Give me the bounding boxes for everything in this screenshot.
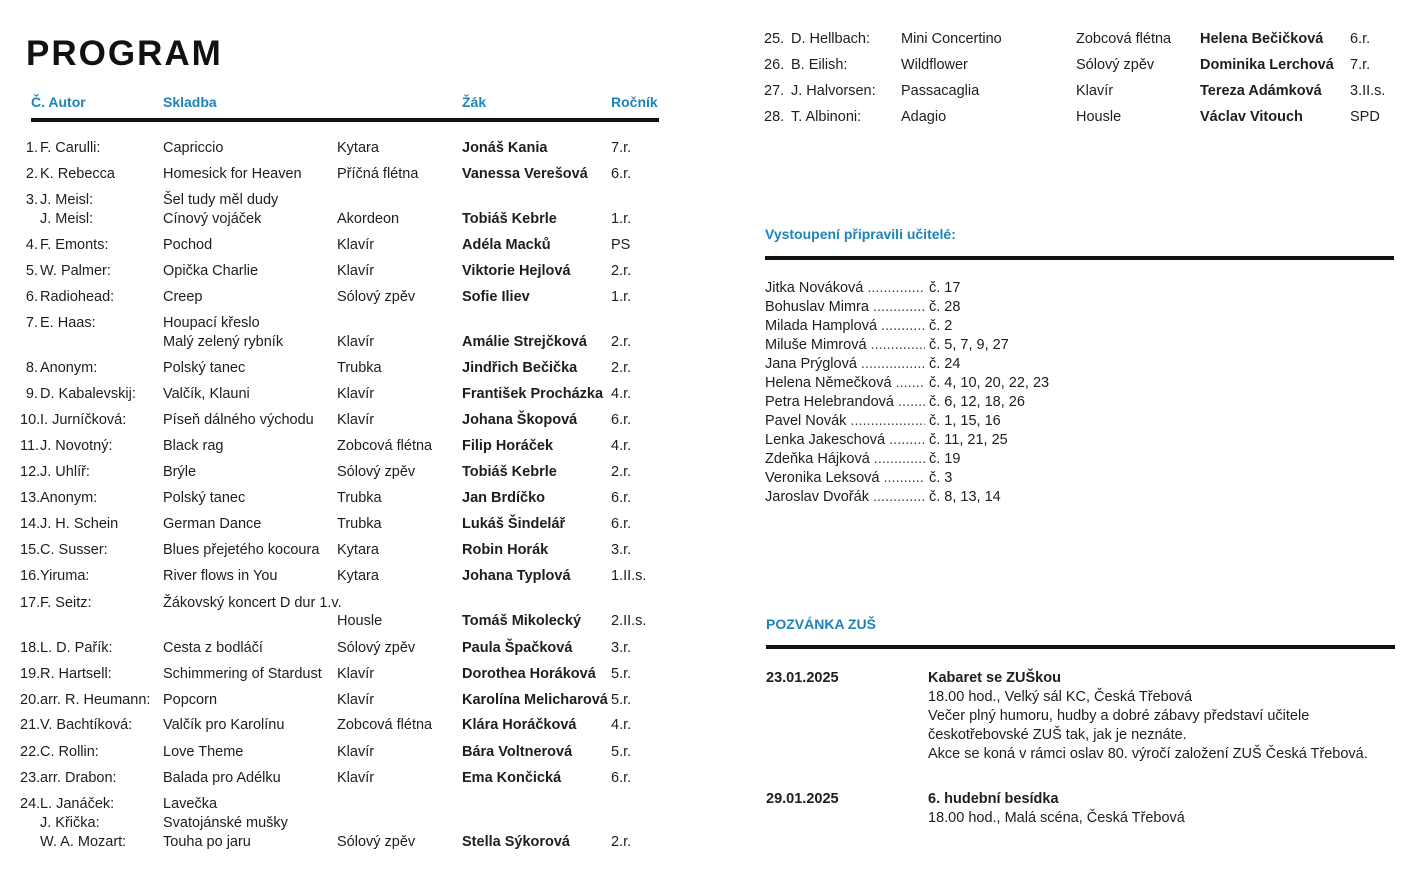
composer: T. Albinoni:: [791, 109, 862, 125]
year: 3.r.: [611, 542, 632, 558]
page-title: PROGRAM: [26, 34, 223, 73]
program-row: [0, 834, 700, 856]
event-detail-line: Akce se koná v rámci oslav 80. výročí založení ZUŠ Česká Třebová.: [928, 746, 1368, 762]
year: 6.r.: [611, 490, 632, 506]
teacher-row: [765, 356, 1065, 375]
piece-title: Capriccio: [163, 140, 224, 156]
teacher-name: Jaroslav Dvořák .....: [765, 489, 925, 505]
piece-title: Malý zelený rybník: [163, 334, 284, 350]
teacher-pieces: č. 2: [929, 318, 953, 334]
instrument: Sólový zpěv: [337, 834, 416, 850]
instrument: Sólový zpěv: [337, 640, 416, 656]
piece-title: Touha po jaru: [163, 834, 251, 850]
student-name: Helena Bečičková: [1200, 31, 1324, 47]
piece-title: Polský tanec: [163, 490, 246, 506]
composer: Radiohead:: [40, 289, 115, 305]
year: 6.r.: [611, 516, 632, 532]
student-name: Bára Voltnerová: [462, 744, 573, 760]
student-name: Jonáš Kania: [462, 140, 548, 156]
instrument: Kytara: [337, 542, 379, 558]
program-row: [0, 692, 700, 714]
student-name: Johana Škopová: [462, 412, 578, 428]
student-name: Stella Sýkorová: [462, 834, 570, 850]
program-row: [0, 717, 700, 739]
instrument: Trubka: [337, 360, 382, 376]
row-number: 13.: [20, 490, 41, 506]
program-row: [0, 568, 700, 590]
program-row: [0, 263, 700, 285]
composer: C. Susser:: [40, 542, 108, 558]
year: 7.r.: [611, 140, 632, 156]
instrument: Sólový zpěv: [337, 289, 416, 305]
program-row: [0, 237, 700, 259]
student-name: Dorothea Horáková: [462, 666, 596, 682]
event-detail-line: českotřebovské ZUŠ tak, jak je neznáte.: [928, 727, 1187, 743]
student-name: Václav Vitouch: [1200, 109, 1303, 125]
year: 6.r.: [1350, 31, 1371, 47]
row-number: 1.: [25, 140, 38, 156]
row-number: 22.: [20, 744, 41, 760]
program-row: [0, 31, 1417, 53]
event-date: 29.01.2025: [766, 791, 839, 807]
piece-title: Love Theme: [163, 744, 244, 760]
header-piece: Skladba: [163, 94, 217, 110]
piece-title: Valčík pro Karolínu: [163, 717, 285, 733]
row-number: 18.: [20, 640, 41, 656]
student-name: Adéla Macků: [462, 237, 551, 253]
piece-title: Svatojánské mušky: [163, 815, 288, 831]
student-name: Filip Horáček: [462, 438, 554, 454]
teacher-name: Helena Němečková .....: [765, 375, 925, 391]
program-row: [0, 334, 700, 356]
teacher-row: [765, 470, 1065, 489]
instrument: Klavír: [337, 263, 375, 279]
teacher-pieces: č. 11, 21, 25: [929, 432, 1008, 448]
student-name: Tereza Adámková: [1200, 83, 1322, 99]
composer: J. Meisl:: [40, 192, 94, 208]
instrument: Kytara: [337, 140, 379, 156]
composer: V. Bachtíková:: [40, 717, 133, 733]
piece-title: Creep: [163, 289, 203, 305]
composer: K. Rebecca: [40, 166, 115, 182]
student-name: Tomáš Mikolecký: [462, 613, 582, 629]
composer: J. Halvorsen:: [791, 83, 876, 99]
teacher-row: [765, 375, 1065, 394]
program-row: [0, 438, 700, 460]
instrument: Klavír: [337, 692, 375, 708]
composer: Yiruma:: [40, 568, 90, 584]
instrument: Klavír: [337, 744, 375, 760]
composer: D. Kabalevskij:: [40, 386, 136, 402]
teacher-row: [765, 489, 1065, 508]
student-name: František Procházka: [462, 386, 604, 402]
row-number: 17.: [20, 595, 41, 611]
instrument: Housle: [337, 613, 383, 629]
program-row: [0, 640, 700, 662]
teacher-pieces: č. 6, 12, 18, 26: [929, 394, 1025, 410]
instrument: Sólový zpěv: [1076, 57, 1155, 73]
teacher-name: Zdeňka Hájková .....: [765, 451, 925, 467]
piece-title: Žákovský koncert D dur 1.v.: [163, 595, 342, 611]
student-name: Lukáš Šindelář: [462, 516, 566, 532]
year: 6.r.: [611, 166, 632, 182]
teacher-row: [765, 394, 1065, 413]
year: 1.r.: [611, 289, 632, 305]
instrument: Klavír: [337, 770, 375, 786]
teacher-pieces: č. 19: [929, 451, 961, 467]
teachers-divider: [765, 256, 1394, 260]
program-row: [0, 490, 700, 512]
year: 4.r.: [611, 717, 632, 733]
composer: F. Emonts:: [40, 237, 109, 253]
piece-title: Schimmering of Stardust: [163, 666, 322, 682]
instrument: Klavír: [337, 334, 375, 350]
year: PS: [611, 237, 631, 253]
instrument: Zobcová flétna: [1076, 31, 1172, 47]
composer: J. Novotný:: [40, 438, 113, 454]
instrument: Housle: [1076, 109, 1122, 125]
program-row: [0, 211, 700, 233]
program-row: [0, 666, 700, 688]
teacher-row: [765, 413, 1065, 432]
composer: Anonym:: [40, 360, 98, 376]
instrument: Kytara: [337, 568, 379, 584]
piece-title: Black rag: [163, 438, 224, 454]
piece-title: Pochod: [163, 237, 213, 253]
instrument: Klavír: [337, 237, 375, 253]
program-row: [0, 613, 700, 635]
student-name: Ema Končická: [462, 770, 562, 786]
row-number: 20.: [20, 692, 41, 708]
student-name: Klára Horáčková: [462, 717, 577, 733]
year: 4.r.: [611, 438, 632, 454]
teacher-pieces: č. 4, 10, 20, 22, 23: [929, 375, 1050, 391]
year: 1.r.: [611, 211, 632, 227]
instrument: Trubka: [337, 516, 382, 532]
piece-title: Balada pro Adélku: [163, 770, 281, 786]
instrument: Klavír: [1076, 83, 1114, 99]
composer: F. Carulli:: [40, 140, 101, 156]
row-number: 14.: [20, 516, 41, 532]
year: 5.r.: [611, 744, 632, 760]
teacher-row: [765, 451, 1065, 470]
composer: I. Jurníčková:: [40, 412, 127, 428]
year: 5.r.: [611, 666, 632, 682]
piece-title: Brýle: [163, 464, 197, 480]
instrument: Zobcová flétna: [337, 438, 433, 454]
row-number: 6.: [25, 289, 38, 305]
event-detail-line: 18.00 hod., Velký sál KC, Česká Třebová: [928, 689, 1193, 705]
piece-title: Mini Concertino: [901, 31, 1002, 47]
teacher-name: Bohuslav Mimra .....: [765, 299, 925, 315]
student-name: Robin Horák: [462, 542, 549, 558]
teacher-pieces: č. 8, 13, 14: [929, 489, 1001, 505]
student-name: Karolína Melicharová: [462, 692, 608, 708]
instrument: Sólový zpěv: [337, 464, 416, 480]
row-number: 5.: [25, 263, 38, 279]
teacher-pieces: č. 1, 15, 16: [929, 413, 1001, 429]
program-row: [0, 140, 700, 162]
teacher-row: [765, 318, 1065, 337]
row-number: 7.: [25, 315, 38, 331]
teacher-pieces: č. 24: [929, 356, 961, 372]
year: 6.r.: [611, 412, 632, 428]
student-name: Tobiáš Kebrle: [462, 211, 557, 227]
teacher-row: [765, 432, 1065, 451]
program-row: [0, 166, 700, 188]
program-row: [0, 109, 1417, 131]
composer: arr. Drabon:: [40, 770, 117, 786]
teacher-name: Jitka Nováková .....: [765, 280, 925, 296]
piece-title: Polský tanec: [163, 360, 246, 376]
student-name: Dominika Lerchová: [1200, 57, 1334, 73]
row-number: 12.: [20, 464, 41, 480]
year: 3.r.: [611, 640, 632, 656]
composer: J. H. Schein: [40, 516, 119, 532]
teacher-name: Jana Prýglová .....: [765, 356, 925, 372]
teacher-name: Milada Hamplová .....: [765, 318, 925, 334]
composer: B. Eilish:: [791, 57, 848, 73]
instrument: Klavír: [337, 386, 375, 402]
header-student: Žák: [462, 94, 487, 110]
year: 4.r.: [611, 386, 632, 402]
row-number: 8.: [25, 360, 38, 376]
year: 2.r.: [611, 263, 632, 279]
row-number: 28.: [764, 109, 785, 125]
program-row: [0, 289, 700, 311]
row-number: 10.: [20, 412, 41, 428]
year: 5.r.: [611, 692, 632, 708]
teacher-pieces: č. 3: [929, 470, 953, 486]
instrument: Akordeon: [337, 211, 400, 227]
piece-title: Opička Charlie: [163, 263, 259, 279]
instrument: Zobcová flétna: [337, 717, 433, 733]
piece-title: Cínový vojáček: [163, 211, 262, 227]
event-title: 6. hudební besídka: [928, 791, 1059, 807]
piece-title: Houpací křeslo: [163, 315, 260, 331]
composer: J. Uhlíř:: [40, 464, 90, 480]
row-number: 15.: [20, 542, 41, 558]
row-number: 11.: [20, 438, 40, 454]
program-row: [0, 386, 700, 408]
teacher-row: [765, 280, 1065, 299]
composer: J. Křička:: [40, 815, 100, 831]
row-number: 26.: [764, 57, 785, 73]
program-row: [0, 516, 700, 538]
program-row: [0, 412, 700, 434]
row-number: 19.: [20, 666, 41, 682]
composer: W. A. Mozart:: [40, 834, 127, 850]
year: 2.r.: [611, 360, 632, 376]
student-name: Viktorie Hejlová: [462, 263, 571, 279]
composer: D. Hellbach:: [791, 31, 870, 47]
year: SPD: [1350, 109, 1380, 125]
piece-title: Adagio: [901, 109, 947, 125]
year: 2.II.s.: [611, 613, 647, 629]
teacher-name: Veronika Leksová .....: [765, 470, 925, 486]
event-detail-line: 18.00 hod., Malá scéna, Česká Třebová: [928, 810, 1185, 826]
header-no-author: Č. Autor: [31, 94, 86, 110]
row-number: 27.: [764, 83, 785, 99]
row-number: 23.: [20, 770, 41, 786]
teacher-pieces: č. 28: [929, 299, 961, 315]
teacher-name: Petra Helebrandová .....: [765, 394, 925, 410]
teacher-row: [765, 299, 1065, 318]
year: 6.r.: [611, 770, 632, 786]
program-row: [0, 542, 700, 564]
composer: J. Meisl:: [40, 211, 94, 227]
invitation-divider: [766, 645, 1395, 649]
teacher-pieces: č. 17: [929, 280, 961, 296]
program-row: [0, 744, 700, 766]
piece-title: Valčík, Klauni: [163, 386, 250, 402]
piece-title: Popcorn: [163, 692, 218, 708]
teacher-name: Lenka Jakeschová .....: [765, 432, 925, 448]
program-row: [0, 770, 700, 792]
instrument: Příčná flétna: [337, 166, 419, 182]
teachers-heading: Vystoupení připravili učitelé:: [765, 226, 956, 242]
student-name: Vanessa Verešová: [462, 166, 588, 182]
year: 2.r.: [611, 464, 632, 480]
row-number: 16.: [20, 568, 41, 584]
student-name: Johana Typlová: [462, 568, 571, 584]
row-number: 9.: [25, 386, 38, 402]
row-number: 24.: [20, 796, 41, 812]
piece-title: German Dance: [163, 516, 262, 532]
header-year: Ročník: [611, 94, 658, 110]
invitation-heading: POZVÁNKA ZUŠ: [766, 616, 876, 632]
row-number: 2.: [25, 166, 38, 182]
row-number: 21.: [20, 717, 41, 733]
row-number: 4.: [25, 237, 38, 253]
piece-title: Píseň dálného východu: [163, 412, 314, 428]
year: 7.r.: [1350, 57, 1371, 73]
piece-title: River flows in You: [163, 568, 278, 584]
event-date: 23.01.2025: [766, 670, 839, 686]
piece-title: Passacaglia: [901, 83, 980, 99]
composer: L. D. Pařík:: [40, 640, 113, 656]
program-row: [0, 464, 700, 486]
teacher-name: Pavel Novák .....: [765, 413, 925, 429]
teacher-row: [765, 337, 1065, 356]
row-number: 3.: [25, 192, 38, 208]
student-name: Sofie Iliev: [462, 289, 530, 305]
event-detail-line: Večer plný humoru, hudby a dobré zábavy představí učitele: [928, 708, 1310, 724]
piece-title: Lavečka: [163, 796, 218, 812]
student-name: Tobiáš Kebrle: [462, 464, 557, 480]
composer: arr. R. Heumann:: [40, 692, 151, 708]
year: 3.II.s.: [1350, 83, 1386, 99]
student-name: Paula Špačková: [462, 640, 573, 656]
composer: Anonym:: [40, 490, 98, 506]
row-number: 25.: [764, 31, 785, 47]
piece-title: Wildflower: [901, 57, 968, 73]
instrument: Klavír: [337, 666, 375, 682]
piece-title: Blues přejetého kocoura: [163, 542, 320, 558]
student-name: Amálie Strejčková: [462, 334, 587, 350]
piece-title: Šel tudy měl dudy: [163, 192, 279, 208]
composer: L. Janáček:: [40, 796, 115, 812]
composer: F. Seitz:: [40, 595, 92, 611]
instrument: Klavír: [337, 412, 375, 428]
piece-title: Cesta z bodláčí: [163, 640, 263, 656]
program-row: [0, 360, 700, 382]
teacher-name: Miluše Mimrová .....: [765, 337, 925, 353]
program-row: [0, 57, 1417, 79]
year: 1.II.s.: [611, 568, 647, 584]
instrument: Trubka: [337, 490, 382, 506]
teacher-pieces: č. 5, 7, 9, 27: [929, 337, 1009, 353]
event-title: Kabaret se ZUŠkou: [928, 670, 1061, 686]
year: 2.r.: [611, 834, 632, 850]
composer: W. Palmer:: [40, 263, 111, 279]
year: 2.r.: [611, 334, 632, 350]
student-name: Jindřich Bečička: [462, 360, 578, 376]
program-row: [0, 83, 1417, 105]
composer: E. Haas:: [40, 315, 96, 331]
student-name: Jan Brdíčko: [462, 490, 545, 506]
composer: C. Rollin:: [40, 744, 99, 760]
piece-title: Homesick for Heaven: [163, 166, 302, 182]
composer: R. Hartsell:: [40, 666, 112, 682]
